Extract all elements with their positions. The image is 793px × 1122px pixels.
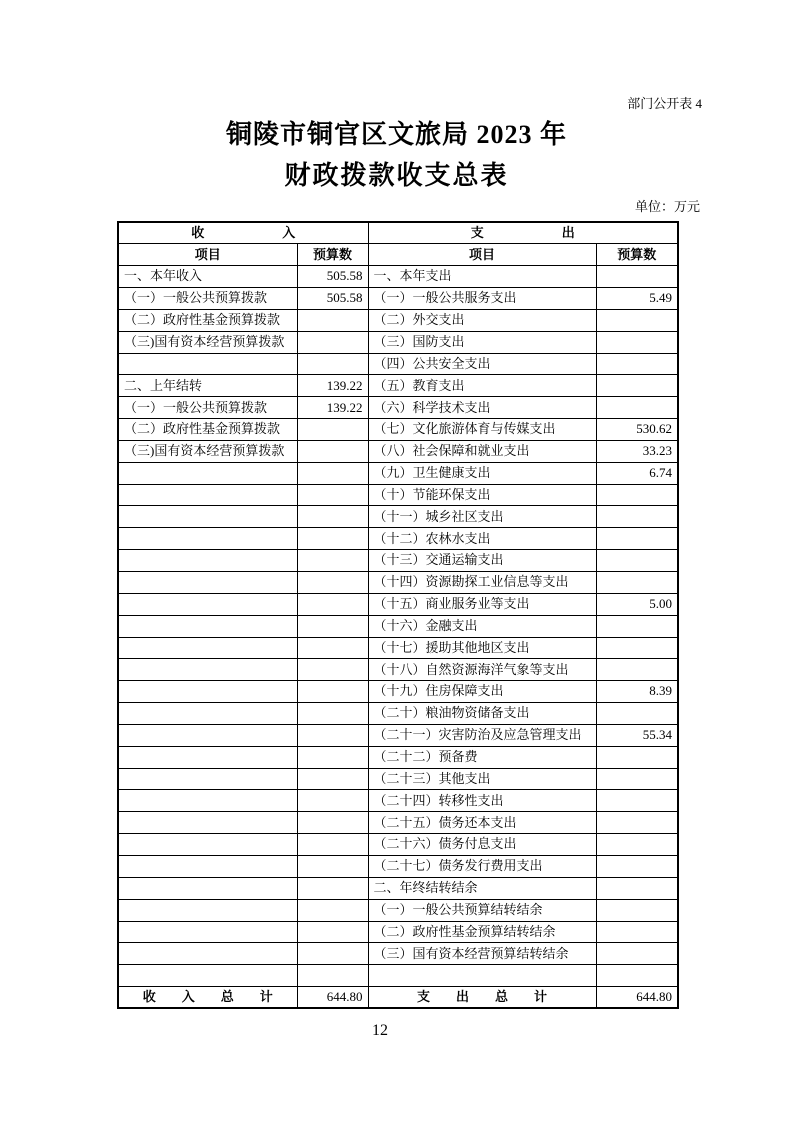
income-item-cell: （一）一般公共预算拨款 (118, 397, 297, 419)
income-item-cell: （二）政府性基金预算拨款 (118, 309, 297, 331)
income-item-cell (118, 593, 297, 615)
income-value-cell: 139.22 (297, 375, 368, 397)
table-row (118, 528, 678, 550)
expense-value-cell (596, 768, 678, 790)
expense-value-cell (596, 899, 678, 921)
table-row (118, 812, 678, 834)
income-item-cell: 二、上年结转 (118, 375, 297, 397)
income-value-cell (297, 462, 368, 484)
expense-value-cell: 5.00 (596, 593, 678, 615)
income-item-cell (118, 506, 297, 528)
expense-value-cell (596, 877, 678, 899)
table-row (118, 506, 678, 528)
table-row (118, 615, 678, 637)
expense-value-cell (596, 659, 678, 681)
expense-item-cell: （九）卫生健康支出 (368, 462, 596, 484)
income-item-cell (118, 703, 297, 725)
table-row (118, 462, 678, 484)
expense-value-cell (596, 637, 678, 659)
expense-group-header: 支 出 (368, 222, 678, 244)
expense-value-cell (596, 397, 678, 419)
expense-item-cell: （三）国有资本经营预算结转结余 (368, 943, 596, 965)
income-value-cell (297, 506, 368, 528)
income-item-cell (118, 528, 297, 550)
table-row (118, 724, 678, 746)
income-value-cell (297, 637, 368, 659)
expense-item-cell: （十一）城乡社区支出 (368, 506, 596, 528)
group-header-row (118, 222, 678, 244)
expense-value-cell (596, 266, 678, 288)
table-row (118, 288, 678, 310)
income-value-cell (297, 768, 368, 790)
income-value-cell (297, 353, 368, 375)
income-value-cell (297, 965, 368, 987)
table-row (118, 768, 678, 790)
expense-item-cell: （二十）粮油物资储备支出 (368, 703, 596, 725)
table-row (118, 397, 678, 419)
table-row (118, 877, 678, 899)
income-item-cell: 一、本年收入 (118, 266, 297, 288)
income-value-cell (297, 528, 368, 550)
expense-value-cell: 530.62 (596, 419, 678, 441)
table-row (118, 790, 678, 812)
expense-item-cell: （二十七）债务发行费用支出 (368, 855, 596, 877)
expense-item-cell: （十六）金融支出 (368, 615, 596, 637)
income-value-cell: 139.22 (297, 397, 368, 419)
income-value-cell (297, 877, 368, 899)
expense-value-cell: 6.74 (596, 462, 678, 484)
table-row (118, 921, 678, 943)
expense-value-cell (596, 309, 678, 331)
income-value-cell: 505.58 (297, 266, 368, 288)
table-row (118, 440, 678, 462)
income-value-cell (297, 440, 368, 462)
expense-value-cell (596, 615, 678, 637)
income-item-cell (118, 943, 297, 965)
expense-item-cell: （三）国防支出 (368, 331, 596, 353)
table-row (118, 965, 678, 987)
expense-item-cell: （十二）农林水支出 (368, 528, 596, 550)
income-item-cell (118, 746, 297, 768)
income-item-column-header: 项目 (118, 244, 297, 266)
expense-item-cell: （二十六）债务付息支出 (368, 834, 596, 856)
income-value-cell (297, 812, 368, 834)
income-value-cell (297, 834, 368, 856)
expense-item-cell: （十八）自然资源海洋气象等支出 (368, 659, 596, 681)
table-body (118, 266, 678, 987)
table-row (118, 834, 678, 856)
income-item-cell (118, 965, 297, 987)
income-budget-column-header: 预算数 (297, 244, 368, 266)
table-row (118, 419, 678, 441)
income-value-cell (297, 615, 368, 637)
expense-value-cell (596, 921, 678, 943)
income-value-cell (297, 593, 368, 615)
expense-value-cell (596, 703, 678, 725)
expense-value-cell (596, 855, 678, 877)
expense-total-label: 支 出 总 计 (368, 987, 596, 1009)
income-value-cell (297, 790, 368, 812)
page-number: 12 (372, 1022, 388, 1039)
expense-value-cell (596, 528, 678, 550)
income-value-cell (297, 550, 368, 572)
income-item-cell: （三)国有资本经营预算拨款 (118, 440, 297, 462)
expense-item-cell: （十四）资源勘探工业信息等支出 (368, 572, 596, 594)
expense-item-column-header: 项目 (368, 244, 596, 266)
doc-label: 部门公开表 4 (627, 96, 702, 111)
income-item-cell (118, 834, 297, 856)
expense-value-cell: 8.39 (596, 681, 678, 703)
page-title-line2: 财政拨款收支总表 (284, 161, 509, 190)
expense-item-cell: （二十四）转移性支出 (368, 790, 596, 812)
expense-item-cell: （二十二）预备费 (368, 746, 596, 768)
table-row (118, 572, 678, 594)
income-item-cell (118, 484, 297, 506)
expense-item-cell: （二）政府性基金预算结转结余 (368, 921, 596, 943)
expense-value-cell (596, 834, 678, 856)
table-row (118, 484, 678, 506)
table-row (118, 943, 678, 965)
expense-item-cell: （十七）援助其他地区支出 (368, 637, 596, 659)
table-row (118, 550, 678, 572)
expense-item-cell: 二、年终结转结余 (368, 877, 596, 899)
income-item-cell (118, 855, 297, 877)
income-value-cell (297, 746, 368, 768)
income-value-cell (297, 419, 368, 441)
income-value-cell (297, 855, 368, 877)
expense-value-cell (596, 965, 678, 987)
income-value-cell (297, 572, 368, 594)
table-row (118, 309, 678, 331)
income-item-cell: （一）一般公共预算拨款 (118, 288, 297, 310)
income-value-cell (297, 331, 368, 353)
table-row (118, 659, 678, 681)
expense-value-cell (596, 572, 678, 594)
table-header (118, 222, 678, 266)
income-item-cell (118, 659, 297, 681)
expense-item-cell: 一、本年支出 (368, 266, 596, 288)
income-value-cell (297, 681, 368, 703)
expense-item-cell: （四）公共安全支出 (368, 353, 596, 375)
income-item-cell (118, 790, 297, 812)
income-item-cell (118, 812, 297, 834)
income-value-cell (297, 703, 368, 725)
table-row (118, 703, 678, 725)
total-row (118, 987, 678, 1009)
table-row (118, 746, 678, 768)
expense-value-cell: 5.49 (596, 288, 678, 310)
expense-value-cell (596, 812, 678, 834)
expense-item-cell: （二十一）灾害防治及应急管理支出 (368, 724, 596, 746)
income-item-cell (118, 550, 297, 572)
expense-item-cell: （五）教育支出 (368, 375, 596, 397)
expense-value-cell: 33.23 (596, 440, 678, 462)
expense-item-cell: （八）社会保障和就业支出 (368, 440, 596, 462)
budget-summary-table (117, 221, 679, 1009)
expense-item-cell: （十五）商业服务业等支出 (368, 593, 596, 615)
expense-total-value: 644.80 (596, 987, 678, 1009)
income-item-cell: （二）政府性基金预算拨款 (118, 419, 297, 441)
income-value-cell (297, 309, 368, 331)
income-item-cell (118, 572, 297, 594)
table-row (118, 593, 678, 615)
income-item-cell: （三)国有资本经营预算拨款 (118, 331, 297, 353)
expense-item-cell: （一）一般公共预算结转结余 (368, 899, 596, 921)
expense-value-cell (596, 331, 678, 353)
expense-item-cell: （一）一般公共服务支出 (368, 288, 596, 310)
income-item-cell (118, 353, 297, 375)
expense-value-cell (596, 484, 678, 506)
expense-value-cell (596, 746, 678, 768)
income-item-cell (118, 899, 297, 921)
table-row (118, 855, 678, 877)
table-row (118, 899, 678, 921)
income-item-cell (118, 615, 297, 637)
table-row (118, 331, 678, 353)
income-value-cell (297, 921, 368, 943)
income-value-cell (297, 899, 368, 921)
expense-item-cell: （二十三）其他支出 (368, 768, 596, 790)
expense-value-cell (596, 790, 678, 812)
expense-value-cell (596, 506, 678, 528)
income-item-cell (118, 921, 297, 943)
table-row (118, 375, 678, 397)
expense-value-cell: 55.34 (596, 724, 678, 746)
income-value-cell: 505.58 (297, 288, 368, 310)
expense-item-cell: （十三）交通运输支出 (368, 550, 596, 572)
column-header-row (118, 244, 678, 266)
income-item-cell (118, 724, 297, 746)
expense-item-cell: （十）节能环保支出 (368, 484, 596, 506)
expense-budget-column-header: 预算数 (596, 244, 678, 266)
table-row (118, 266, 678, 288)
income-item-cell (118, 877, 297, 899)
income-item-cell (118, 637, 297, 659)
expense-value-cell (596, 943, 678, 965)
page-title-line1: 铜陵市铜官区文旅局 2023 年 (225, 120, 567, 149)
income-value-cell (297, 724, 368, 746)
unit-note: 单位：万元 (634, 199, 700, 214)
income-value-cell (297, 484, 368, 506)
income-group-header: 收 入 (118, 222, 368, 244)
expense-value-cell (596, 353, 678, 375)
table-row (118, 637, 678, 659)
income-item-cell (118, 768, 297, 790)
table-footer (118, 987, 678, 1009)
expense-item-cell: （二十五）债务还本支出 (368, 812, 596, 834)
expense-value-cell (596, 550, 678, 572)
income-total-label: 收 入 总 计 (118, 987, 297, 1009)
expense-item-cell: （六）科学技术支出 (368, 397, 596, 419)
expense-item-cell: （十九）住房保障支出 (368, 681, 596, 703)
income-value-cell (297, 659, 368, 681)
income-total-value: 644.80 (297, 987, 368, 1009)
expense-item-cell: （二）外交支出 (368, 309, 596, 331)
expense-item-cell (368, 965, 596, 987)
table-row (118, 681, 678, 703)
expense-value-cell (596, 375, 678, 397)
income-item-cell (118, 462, 297, 484)
table-row (118, 353, 678, 375)
expense-item-cell: （七）文化旅游体育与传媒支出 (368, 419, 596, 441)
income-item-cell (118, 681, 297, 703)
income-value-cell (297, 943, 368, 965)
